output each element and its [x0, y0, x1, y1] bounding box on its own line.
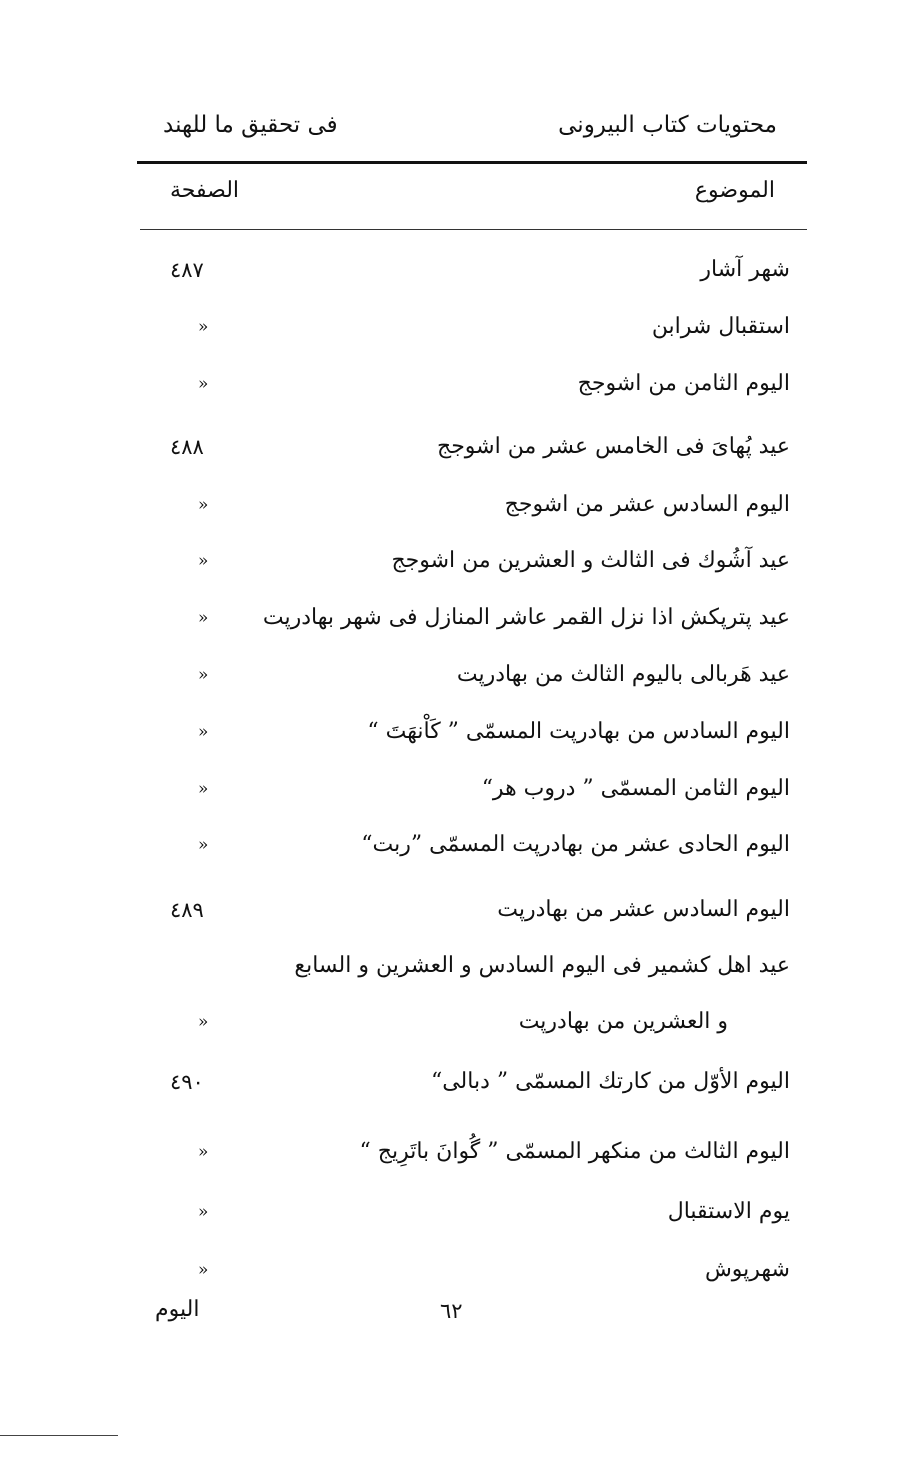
toc-entry-page: »: [198, 551, 209, 571]
toc-entry-page: ٤٨٧: [170, 258, 204, 282]
toc-entry-page: »: [198, 722, 209, 742]
running-head-left: فى تحقيق ما للهند: [163, 112, 338, 138]
toc-entry-title: اليوم السادس عشر من اشوجج: [504, 492, 790, 517]
toc-entry-title: اليوم الحادى عشر من بهادرپت المسمّى ”ربت“: [361, 832, 790, 857]
column-header-page: الصفحة: [170, 178, 240, 203]
toc-entry-page: »: [198, 835, 209, 855]
toc-entry: [140, 1000, 790, 1044]
toc-entry-title: شهرپوش: [704, 1257, 790, 1282]
toc-entry-title: اليوم الثامن المسمّى ” دروب هر“: [481, 776, 790, 801]
toc-entry-title: يوم الاستقبال: [667, 1199, 790, 1224]
toc-entry-title: عيد اهل كشمير فى اليوم السادس و العشرين و السابع: [294, 953, 790, 978]
toc-entry: [140, 305, 790, 349]
toc-entry-page: »: [198, 495, 209, 515]
toc-entry-title: شهر آشار: [700, 257, 790, 282]
toc-entry-page: »: [198, 1012, 209, 1032]
toc-entry: [140, 944, 790, 988]
toc-entry-title: اليوم السادس من بهادرپت المسمّى ” كَاْنهَتَ “: [367, 719, 790, 744]
toc-entry-title: اليوم الأوّل من كارتك المسمّى ” دبالى“: [430, 1069, 790, 1094]
toc-entry: [140, 248, 790, 292]
toc-entry: [140, 362, 790, 406]
toc-entry-title: عيد هَربالى باليوم الثالث من بهادرپت: [456, 662, 790, 687]
toc-entry-page: ٤٨٩: [170, 898, 204, 922]
toc-entry-page: »: [198, 1142, 209, 1162]
toc-entry-page: ٤٨٨: [170, 435, 204, 459]
toc-entry: [140, 483, 790, 527]
catchword: اليوم: [155, 1297, 200, 1322]
toc-entry-title: عيد پُهایَ فى الخامس عشر من اشوجج: [437, 434, 790, 459]
toc-entry: [140, 710, 790, 754]
scan-edge-rule: [0, 1435, 118, 1436]
column-header-topic: الموضوع: [694, 178, 775, 203]
toc-entry: [140, 1190, 790, 1234]
toc-entry-title: و العشرين من بهادرپت: [518, 1009, 728, 1034]
column-header-rule: [140, 229, 807, 230]
toc-entry-page: »: [198, 317, 209, 337]
page-number: ٦٢: [440, 1299, 463, 1323]
toc-entry: [140, 653, 790, 697]
toc-entry: [140, 539, 790, 583]
toc-entry: [140, 1060, 790, 1104]
toc-entry-title: استقبال شرابن: [651, 314, 790, 339]
toc-entry-title: اليوم السادس عشر من بهادرپت: [497, 897, 790, 922]
toc-entry-title: اليوم الثالث من منكهر المسمّى ” گُوانَ باتَرِيج “: [359, 1139, 790, 1164]
toc-entry-title: عيد پترپكش اذا نزل القمر عاشر المنازل فى شهر بهادرپت: [262, 605, 790, 630]
running-head-right: محتويات كتاب البيرونى: [558, 112, 777, 138]
toc-entry-page: »: [198, 1202, 209, 1222]
toc-entry: [140, 425, 790, 469]
toc-entry-page: »: [198, 608, 209, 628]
toc-entry-page: »: [198, 665, 209, 685]
toc-entry: [140, 596, 790, 640]
header-rule: [137, 161, 807, 164]
toc-entry: [140, 1248, 790, 1292]
toc-entry-page: »: [198, 779, 209, 799]
toc-entry: [140, 888, 790, 932]
toc-entry: [140, 1130, 790, 1174]
toc-entry-page: »: [198, 1260, 209, 1280]
toc-entry-title: اليوم الثامن من اشوجج: [577, 371, 790, 396]
toc-entry-page: »: [198, 374, 209, 394]
toc-entry: [140, 767, 790, 811]
toc-entry-title: عيد آشُوك فى الثالث و العشرين من اشوجج: [391, 548, 790, 573]
toc-entry-page: ٤٩٠: [170, 1070, 204, 1094]
toc-entry: [140, 823, 790, 867]
